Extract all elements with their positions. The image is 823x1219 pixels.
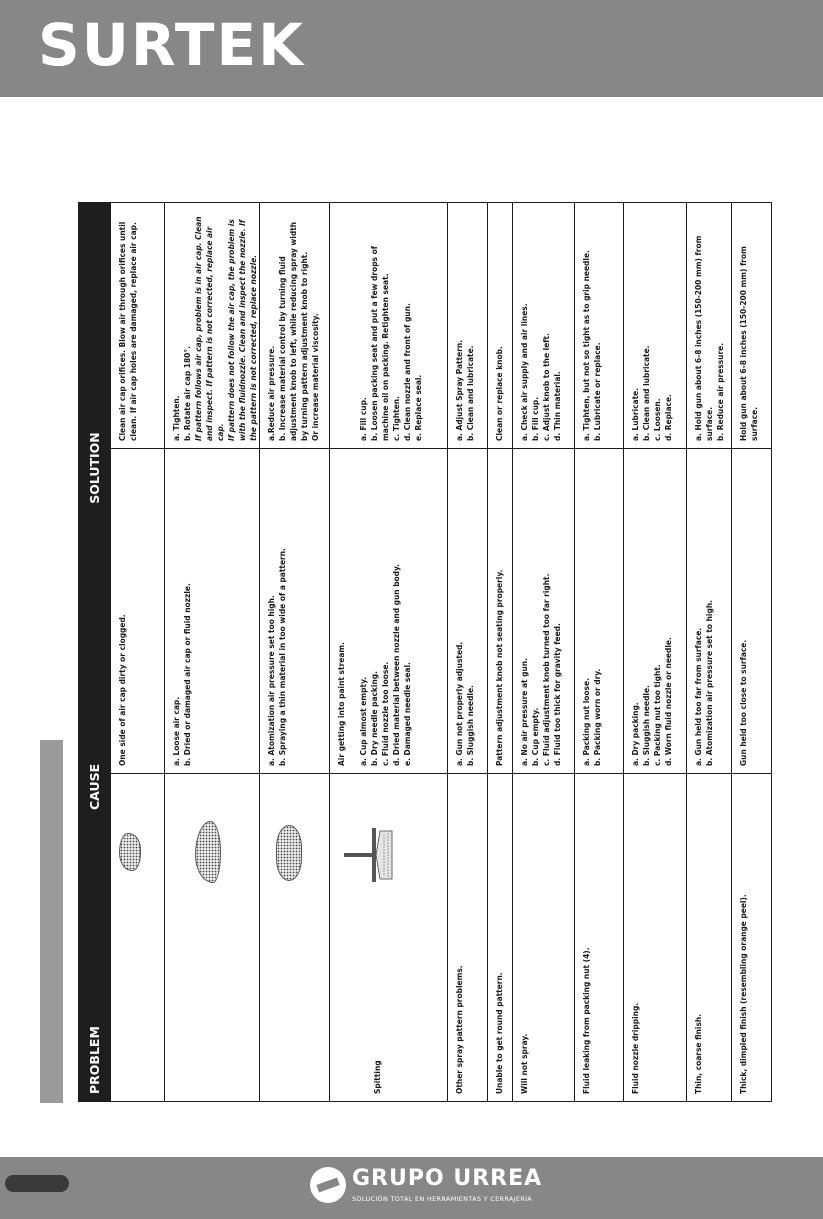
cause-line: b. Cup empty. <box>530 707 540 766</box>
grupo-urrea-logo <box>310 1165 560 1211</box>
spitting-spray-icon <box>334 807 396 887</box>
cause-cell <box>111 448 164 773</box>
cause-cell <box>330 448 447 773</box>
cause-line: a. Dry packing. <box>630 702 640 766</box>
problem-cell <box>330 773 447 1101</box>
solution-cell <box>687 203 731 448</box>
cause-line: b. Spraying a thin material in too wide of a pattern. <box>277 548 287 766</box>
cause-line: e. Damaged needle seal. <box>402 662 412 766</box>
table-row <box>686 203 731 1101</box>
cause-line: b. Dried or damaged air cap or fluid nozzle. <box>182 583 192 766</box>
solution-line: Clean air cap orifices. Blow air through orifices until clean. If air cap holes are damaged, replace air cap. <box>117 221 138 441</box>
solution-cell <box>732 203 771 448</box>
troubleshooting-table <box>78 202 774 1102</box>
table-row <box>110 203 164 1101</box>
problem-label: Thin, coarse finish. <box>693 1013 703 1094</box>
footer-brand-name: GRUPO URREA <box>352 1166 543 1191</box>
cause-line: b. Atomization air pressure set to high. <box>704 600 714 766</box>
cause-line: b. Sluggish needle. <box>465 685 475 766</box>
solution-line: c. Loosen. <box>652 398 662 441</box>
solution-line: b. Clean and lubricate. <box>641 345 651 441</box>
solution-cell <box>330 203 447 448</box>
solution-line: e. Replace seal. <box>413 374 423 441</box>
cause-cell <box>488 448 512 773</box>
solution-line: b. Lubricate or replace. <box>592 342 602 441</box>
solution-cell <box>165 203 259 448</box>
cause-line: a. Gun held too far from surface. <box>693 627 703 766</box>
solution-line: b. Rotate air cap 180°. <box>182 346 192 441</box>
solution-cell <box>575 203 623 448</box>
cause-line: d. Worn fluid nozzle or needle. <box>663 637 673 766</box>
solution-line: a. Adjust Spray Pattern. <box>454 339 464 441</box>
problem-cell <box>732 773 771 1101</box>
solution-cell <box>624 203 686 448</box>
table-row <box>512 203 574 1101</box>
spray-pattern-split-icon <box>276 825 302 881</box>
solution-line: c. Tighten. <box>391 396 401 441</box>
cause-line: a. Cup almost empty. <box>358 676 368 766</box>
cause-line: Pattern adjustment knob not seating properly. <box>494 569 504 766</box>
problem-cell <box>624 773 686 1101</box>
problem-cell <box>687 773 731 1101</box>
spray-pattern-banana-icon <box>195 821 221 883</box>
surtek-logo: SURTEK <box>38 11 306 79</box>
spray-pattern-one-side-icon <box>119 833 141 871</box>
table-header <box>78 202 110 1102</box>
cause-line: b. Sluggish needle. <box>641 685 651 766</box>
problem-cell <box>111 773 164 1101</box>
cause-line: Gun held too close to surface. <box>738 639 748 766</box>
solution-line: a. Hold gun about 6-8 inches (150-200 mm) from surface. <box>693 235 714 441</box>
cause-intro: Air getting into paint stream. <box>336 642 346 766</box>
cause-cell <box>260 448 329 773</box>
cause-cell <box>513 448 574 773</box>
cause-line: One side of air cap dirty or clogged. <box>117 614 127 766</box>
table-row <box>259 203 329 1101</box>
solution-line: b. Increase material control by turning fluid adjustment knob to left, while reducing spray width by turning pattern adjustment knob to right. <box>277 221 309 441</box>
cause-line: b. Dry needle packing. <box>369 671 379 766</box>
problem-label: Fluid nozzle dripping. <box>630 1002 640 1094</box>
solution-cell <box>260 203 329 448</box>
page-footer <box>0 1157 823 1219</box>
problem-label: Other spray pattern problems. <box>454 965 464 1094</box>
solution-line: d. Clean nozzle and front of gun. <box>402 303 412 441</box>
page-header <box>0 0 823 97</box>
problem-cell <box>165 773 259 1101</box>
page-number-pill <box>5 1175 69 1192</box>
cause-cell <box>165 448 259 773</box>
solution-line: Or increase material viscosity. <box>310 313 320 441</box>
cause-line: b. Packing worn or dry. <box>592 668 602 766</box>
problem-cell <box>448 773 487 1101</box>
table-row <box>447 203 487 1101</box>
cause-line: c. Fluid nozzle too loose. <box>380 661 390 766</box>
cause-line: a. Loose air cap. <box>171 696 181 766</box>
table-row <box>574 203 623 1101</box>
problem-label: Will not spray. <box>519 1033 529 1094</box>
solution-line: a. Lubricate. <box>630 387 640 441</box>
header-solution: SOLUTION <box>86 432 102 504</box>
solution-line: b. Fill cup. <box>530 396 540 441</box>
problem-cell <box>513 773 574 1101</box>
solution-line: a. Check air supply and air lines. <box>519 303 529 441</box>
problem-label: Thick, dimpled finish (resembling orange peel). <box>738 894 748 1094</box>
solution-cell <box>513 203 574 448</box>
table-row <box>329 203 447 1101</box>
cause-line: a. Gun not properly adjusted. <box>454 641 464 766</box>
table-row <box>731 203 771 1101</box>
solution-cell <box>111 203 164 448</box>
solution-line: d. Thin material. <box>552 371 562 441</box>
cause-line: c. Packing nut too tight. <box>652 664 662 766</box>
cause-line: d. Fluid too thick for gravity feed. <box>552 623 562 766</box>
solution-line: b. Loosen packing seat and put a few drops of machine oil on packing. Retighten seat. <box>369 246 390 441</box>
problem-cell <box>260 773 329 1101</box>
table-row <box>487 203 512 1101</box>
cause-cell <box>687 448 731 773</box>
solution-line: Hold gun about 6-8 inches (150-200 mm) from surface. <box>738 246 759 441</box>
cause-line: a. Atomization air pressure set too high. <box>266 595 276 766</box>
solution-line: b. Clean and lubricate. <box>465 345 475 441</box>
solution-line: d. Replace. <box>663 394 673 441</box>
solution-line: If pattern follows air cap, problem is in air cap. Clean and inspect. If pattern is not corrected, replace air cap. <box>193 216 225 441</box>
urrea-mark-icon <box>310 1167 346 1203</box>
solution-cell <box>488 203 512 448</box>
solution-line: a. Tighten. <box>171 395 181 441</box>
table-row <box>164 203 259 1101</box>
side-tab-strip <box>40 740 63 1103</box>
solution-line: If pattern does not follow the air cap, the problem is with the fluidnozzle. Clean and inspect the nozzle. If the pattern is not corrected, replace nozzle. <box>226 219 258 441</box>
cause-cell <box>448 448 487 773</box>
solution-line: Clean or replace knob. <box>494 346 504 441</box>
cause-cell <box>575 448 623 773</box>
cause-line: d. Dried material between nozzle and gun body. <box>391 564 401 766</box>
problem-label: Fluid leaking from packing nut (4). <box>581 947 591 1094</box>
cause-cell <box>732 448 771 773</box>
cause-line: a. Packing nut loose. <box>581 678 591 766</box>
cause-cell <box>624 448 686 773</box>
problem-cell <box>488 773 512 1101</box>
solution-line: b. Reduce air pressure. <box>715 342 725 441</box>
solution-cell <box>448 203 487 448</box>
cause-line: a. No air pressure at gun. <box>519 658 529 766</box>
problem-label: Unable to get round pattern. <box>494 972 504 1094</box>
solution-line: c. Adjust knob to the left. <box>541 333 551 441</box>
table-row <box>623 203 686 1101</box>
solution-line: a. Tighten, but not so tight as to grip needle. <box>581 250 591 441</box>
problem-cell <box>575 773 623 1101</box>
solution-line: a.Reduce air pressure. <box>266 345 276 441</box>
header-cause: CAUSE <box>86 763 102 810</box>
footer-tagline: SOLUCIÓN TOTAL EN HERRAMIENTAS Y CERRAJERÍA <box>352 1195 533 1203</box>
problem-label: Spitting <box>372 1060 382 1094</box>
header-problem: PROBLEM <box>86 1026 102 1094</box>
solution-line: a. Fill cup. <box>358 397 368 441</box>
cause-line: c. Fluid adjustment knob turned too far right. <box>541 573 551 766</box>
